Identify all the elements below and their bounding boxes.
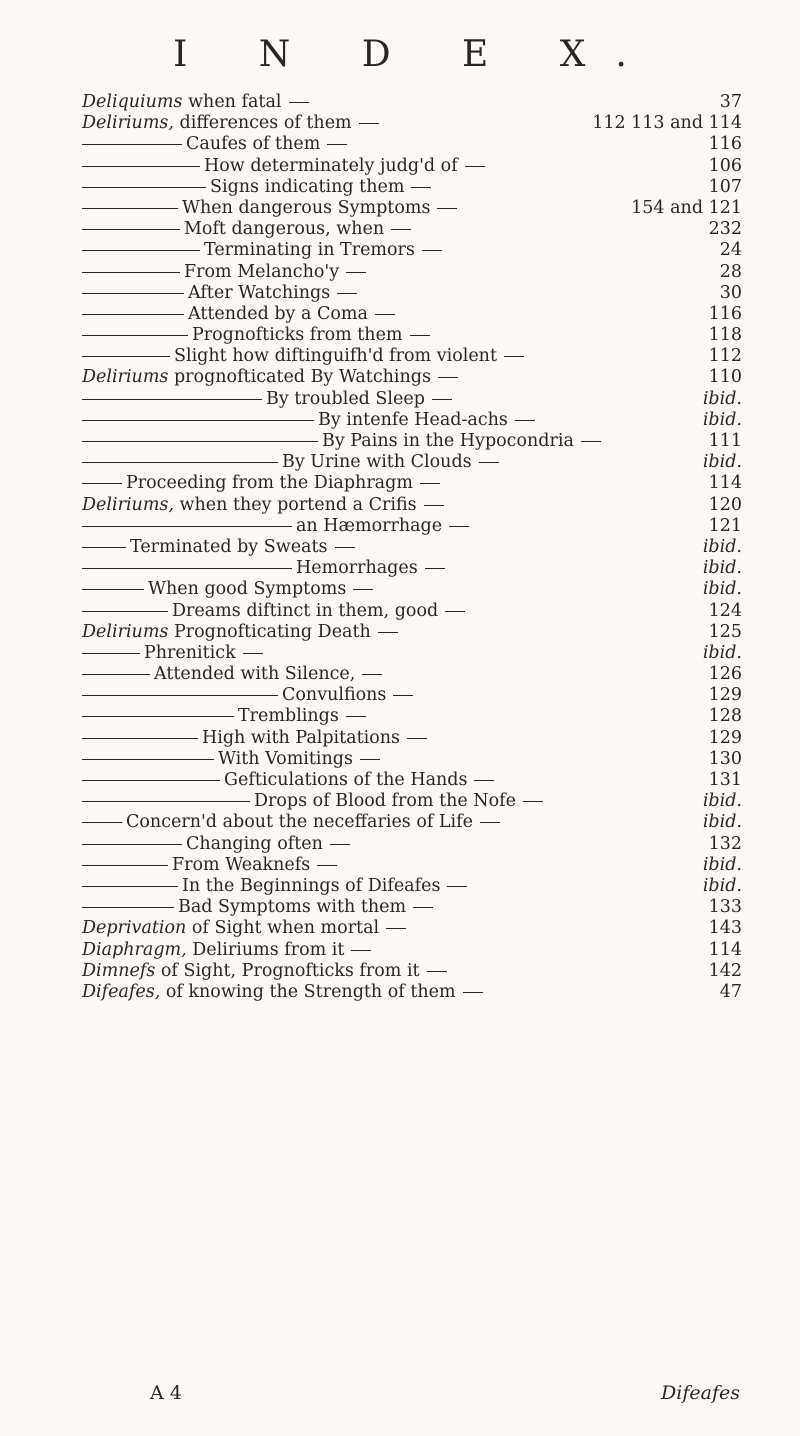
index-entry [82, 367, 742, 388]
index-entry [82, 452, 742, 473]
page-reference: 143 [708, 918, 742, 939]
page-reference: 142 [708, 960, 742, 981]
entry-text-group [82, 156, 492, 176]
index-entry [82, 601, 742, 622]
page-footer [0, 1382, 800, 1422]
page-reference: ibid. [702, 875, 742, 896]
ditto-rule [82, 738, 198, 739]
entry-text-group [82, 876, 474, 896]
index-entry [82, 791, 742, 812]
entry-text-group [82, 940, 378, 960]
signature-mark: A 4 [150, 1382, 182, 1404]
entry-text-group [82, 834, 357, 854]
entry-text-group [82, 92, 316, 112]
entry-text-group [82, 982, 490, 1002]
entry-text-group [82, 770, 501, 790]
page-reference: 125 [708, 621, 742, 642]
page-reference: 118 [708, 325, 742, 346]
ditto-rule [82, 144, 182, 145]
entry-text-group [82, 918, 413, 938]
ditto-rule [82, 589, 144, 590]
leader-dash [359, 123, 379, 124]
entry-text-group [82, 558, 452, 578]
ditto-rule [82, 695, 278, 696]
page-reference: 116 [708, 303, 742, 324]
entry-text: when fatal [188, 92, 282, 112]
leader-dash [391, 229, 411, 230]
entry-text: High with Palpitations [202, 727, 401, 748]
entry-text: Tremblings [238, 706, 339, 727]
entry-text: Prognofticating Death [173, 621, 371, 642]
entry-text: With Vomitings [218, 748, 353, 769]
leader-dash [581, 441, 601, 442]
index-entry [82, 134, 742, 155]
entry-text: Drops of Blood from the Nofe [254, 791, 516, 812]
entry-text-group [82, 113, 386, 133]
entry-headword: Dimnefs [82, 960, 156, 981]
entry-headword: Deprivation [82, 918, 187, 939]
leader-dash [362, 674, 382, 675]
page-reference: 128 [708, 706, 742, 727]
ditto-rule [82, 399, 262, 400]
index-entry [82, 537, 742, 558]
ditto-rule [82, 187, 206, 188]
entry-text-group [82, 855, 344, 875]
entry-text-group [82, 283, 364, 303]
entry-text: When good Symptoms [148, 579, 347, 600]
leader-dash [378, 632, 398, 633]
entry-text: Slight how diftinguifh'd from violent [174, 346, 497, 367]
leader-dash [479, 462, 499, 463]
entry-text: Moft dangerous, when [184, 219, 385, 240]
entry-text: Prognofticks from them [192, 325, 403, 346]
leader-dash [410, 335, 430, 336]
leader-dash [465, 166, 485, 167]
ditto-rule [82, 716, 234, 717]
entry-text-group [82, 706, 373, 726]
index-entry [82, 113, 742, 134]
index-entry [82, 431, 742, 452]
index-entry [82, 897, 742, 918]
page-reference: 129 [708, 727, 742, 748]
page-reference: 154 and 121 [631, 197, 742, 218]
entry-text-group [82, 812, 507, 832]
entry-headword: Deliquiums [82, 92, 183, 112]
entry-text-group [82, 537, 362, 557]
page-reference: 126 [708, 664, 742, 685]
index-entry [82, 918, 742, 939]
ditto-rule [82, 801, 250, 802]
leader-dash [346, 272, 366, 273]
index-entry [82, 177, 742, 198]
leader-dash [393, 695, 413, 696]
leader-dash [413, 907, 433, 908]
ditto-rule [82, 759, 214, 760]
ditto-rule [82, 886, 178, 887]
ditto-rule [82, 166, 200, 167]
index-entry [82, 389, 742, 410]
leader-dash [438, 377, 458, 378]
page-reference: 107 [708, 176, 742, 197]
index-entry [82, 262, 742, 283]
entry-headword: Deliriums, [82, 494, 174, 515]
ditto-rule [82, 780, 220, 781]
leader-dash [335, 547, 355, 548]
index-entry [82, 283, 742, 304]
page-reference: ibid. [702, 409, 742, 430]
page-reference: 232 [708, 219, 742, 240]
entry-text-group [82, 219, 418, 239]
entry-text-group [82, 134, 354, 154]
leader-dash [523, 801, 543, 802]
index-entry [82, 198, 742, 219]
page-reference: 47 [719, 981, 742, 1002]
entry-text-group [82, 685, 420, 705]
leader-dash [243, 653, 263, 654]
index-entry [82, 940, 742, 961]
page-reference: 112 113 and 114 [592, 113, 742, 134]
entry-text: In the Beginnings of Difeafes [182, 875, 441, 896]
entry-text-group [82, 495, 451, 515]
leader-dash [427, 971, 447, 972]
entry-text-group [82, 643, 270, 663]
index-entry [82, 410, 742, 431]
leader-dash [447, 886, 467, 887]
leader-dash [317, 865, 337, 866]
page-reference: ibid. [702, 579, 742, 600]
ditto-rule [82, 907, 174, 908]
ditto-rule [82, 208, 178, 209]
entry-text-group [82, 664, 389, 684]
entry-text: Proceeding from the Diaphragm [126, 473, 413, 494]
leader-dash [437, 208, 457, 209]
entry-text: From Melancho'y [184, 261, 340, 282]
page-reference: 133 [708, 897, 742, 918]
entry-headword: Deliriums [82, 621, 169, 642]
page-reference: 106 [708, 155, 742, 176]
ditto-rule [82, 314, 184, 315]
leader-dash [407, 738, 427, 739]
leader-dash [515, 420, 535, 421]
index-entry [82, 812, 742, 833]
entry-text-group [82, 601, 472, 621]
entry-text-group [82, 579, 380, 599]
entry-text-group [82, 516, 476, 536]
page-reference: 28 [719, 261, 742, 282]
entry-text-group [82, 452, 506, 472]
page-reference: ibid. [702, 812, 742, 833]
entry-text-group [82, 897, 440, 917]
index-entry [82, 495, 742, 516]
index-entry [82, 346, 742, 367]
entry-text: From Weaknefs [172, 854, 311, 875]
page-reference: 131 [708, 770, 742, 790]
index-entry [82, 770, 742, 791]
index-entry [82, 834, 742, 855]
leader-dash [480, 822, 500, 823]
leader-dash [346, 716, 366, 717]
entry-text: Convulfions [282, 685, 387, 706]
leader-dash [386, 928, 406, 929]
ditto-rule [82, 441, 318, 442]
entry-text-group [82, 304, 402, 324]
index-entry [82, 156, 742, 177]
page-reference: ibid. [702, 452, 742, 473]
ditto-rule [82, 420, 314, 421]
index-entry [82, 325, 742, 346]
index-entry [82, 706, 742, 727]
index-entry [82, 240, 742, 261]
leader-dash [463, 992, 483, 993]
leader-dash [353, 589, 373, 590]
entry-text: Bad Symptoms with them [178, 897, 407, 918]
entry-text-group [82, 961, 454, 981]
entry-text-group [82, 431, 608, 451]
page-reference: ibid. [702, 642, 742, 663]
leader-dash [425, 568, 445, 569]
page-reference: 37 [719, 92, 742, 112]
entry-headword: Difeafes, [82, 981, 161, 1002]
ditto-rule [82, 335, 188, 336]
entry-text-group [82, 749, 387, 769]
ditto-rule [82, 462, 278, 463]
page-reference: 132 [708, 833, 742, 854]
index-entry [82, 664, 742, 685]
page-reference: 24 [719, 240, 742, 261]
page-reference: 116 [708, 134, 742, 155]
entry-text: an Hæmorrhage [296, 515, 443, 536]
leader-dash [474, 780, 494, 781]
entry-text-group [82, 410, 542, 430]
leader-dash [411, 187, 431, 188]
entry-text-group [82, 367, 465, 387]
entry-text-group [82, 791, 550, 811]
entry-text-group [82, 325, 437, 345]
page-reference: 130 [708, 748, 742, 769]
index-entry [82, 643, 742, 664]
index-entry [82, 219, 742, 240]
leader-dash [330, 844, 350, 845]
entry-headword: Diaphragm, [82, 939, 187, 960]
ditto-rule [82, 822, 122, 823]
page-reference: 121 [708, 515, 742, 536]
entry-text: By Urine with Clouds [282, 452, 472, 473]
entry-text: prognofticated By Watchings [173, 367, 431, 388]
entry-text: Terminating in Tremors [204, 240, 415, 261]
leader-dash [420, 483, 440, 484]
entry-text: Caufes of them [186, 134, 321, 155]
page-reference: 112 [708, 346, 742, 367]
leader-dash [424, 505, 444, 506]
entry-text: By intenfe Head-achs [318, 409, 508, 430]
ditto-rule [82, 483, 122, 484]
ditto-rule [82, 250, 200, 251]
ditto-rule [82, 293, 184, 294]
page-reference: 120 [708, 494, 742, 515]
leader-dash [504, 356, 524, 357]
leader-dash [445, 611, 465, 612]
leader-dash [351, 950, 371, 951]
index-entry [82, 558, 742, 579]
page-reference: 114 [708, 939, 742, 960]
index-entry [82, 855, 742, 876]
page-reference: ibid. [702, 558, 742, 579]
entry-text: Phrenitick [144, 642, 236, 663]
page-reference: ibid. [702, 854, 742, 875]
leader-dash [422, 250, 442, 251]
entry-text: of knowing the Strength of them [165, 981, 456, 1002]
entry-text: Hemorrhages [296, 558, 418, 579]
page-reference: ibid. [702, 388, 742, 409]
entry-text: when they portend a Crifis [179, 494, 417, 515]
ditto-rule [82, 356, 170, 357]
page-reference: 114 [708, 473, 742, 494]
entry-text-group [82, 262, 373, 282]
index-entry [82, 92, 742, 113]
entry-text: By Pains in the Hypocondria [322, 431, 574, 451]
ditto-rule [82, 611, 168, 612]
entry-text-group [82, 177, 438, 197]
entry-text-group [82, 728, 434, 748]
entry-text: Deliriums from it [192, 939, 345, 960]
entry-text: Attended with Silence, [154, 664, 356, 685]
ditto-rule [82, 272, 180, 273]
ditto-rule [82, 674, 150, 675]
entry-text: Signs indicating them [210, 176, 405, 197]
entry-headword: Deliriums, [82, 113, 174, 134]
entry-text: Concern'd about the neceffaries of Life [126, 812, 473, 833]
entry-text: differences of them [179, 113, 352, 134]
entry-text-group [82, 346, 531, 366]
page-reference: 110 [708, 367, 742, 388]
page-reference: ibid. [702, 791, 742, 812]
index-entry [82, 685, 742, 706]
entry-text: Gefticulations of the Hands [224, 770, 468, 790]
ditto-rule [82, 865, 168, 866]
index-entry [82, 982, 742, 1003]
index-entry [82, 961, 742, 982]
leader-dash [327, 144, 347, 145]
entry-text-group [82, 198, 464, 218]
entry-text-group [82, 622, 405, 642]
entry-text: Terminated by Sweats [130, 536, 328, 557]
entry-text: By troubled Sleep [266, 388, 425, 409]
index-entries [82, 92, 742, 1003]
entry-text: of Sight, Prognofticks from it [160, 960, 420, 981]
leader-dash [432, 399, 452, 400]
leader-dash [337, 293, 357, 294]
page-reference: 111 [708, 431, 742, 451]
entry-text: When dangerous Symptoms [182, 197, 431, 218]
page-reference: 129 [708, 685, 742, 706]
ditto-rule [82, 547, 126, 548]
leader-dash [449, 526, 469, 527]
entry-headword: Deliriums [82, 367, 169, 388]
index-entry [82, 749, 742, 770]
leader-dash [289, 102, 309, 103]
ditto-rule [82, 526, 292, 527]
page-reference: 30 [719, 282, 742, 303]
leader-dash [375, 314, 395, 315]
entry-text: Changing often [186, 833, 323, 854]
index-entry [82, 516, 742, 537]
index-entry [82, 579, 742, 600]
index-entry [82, 622, 742, 643]
index-entry [82, 728, 742, 749]
entry-text: Attended by a Coma [188, 303, 368, 324]
ditto-rule [82, 568, 292, 569]
entry-text: of Sight when mortal [191, 918, 380, 939]
index-entry [82, 473, 742, 494]
ditto-rule [82, 653, 140, 654]
ditto-rule [82, 844, 182, 845]
index-entry [82, 304, 742, 325]
entry-text-group [82, 389, 459, 409]
ditto-rule [82, 229, 180, 230]
leader-dash [360, 759, 380, 760]
page-reference: 124 [708, 600, 742, 621]
page-title: I N D E X. [173, 34, 657, 75]
catchword: Difeafes [661, 1382, 740, 1404]
index-entry [82, 876, 742, 897]
entry-text: How determinately judg'd of [204, 155, 458, 176]
entry-text: After Watchings [188, 282, 331, 303]
entry-text-group [82, 240, 449, 260]
entry-text-group [82, 473, 447, 493]
page-reference: ibid. [702, 536, 742, 557]
entry-text: Dreams diftinct in them, good [172, 600, 439, 621]
